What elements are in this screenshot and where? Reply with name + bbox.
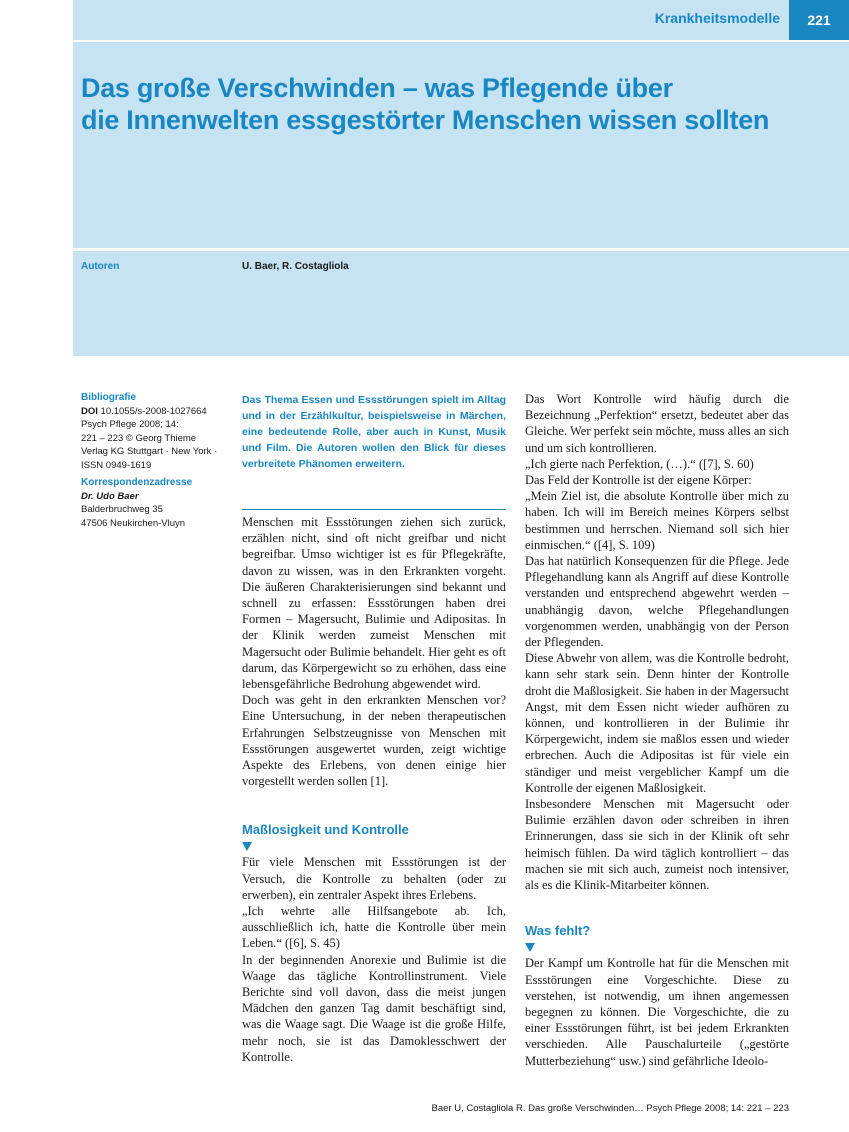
paragraph: Das Feld der Kontrolle ist der eigene Körper: (525, 473, 752, 488)
doi-value: 10.1055/s-2008-1027664 (100, 405, 207, 417)
bibliography-sidebar (81, 391, 231, 530)
paragraph: Das hat natürlich Konsequenzen für die Pflege. Jede Pflegehandlung kann als Angriff auf diese Kontrolle verstanden und entsprechend abgewehrt werden – unabhängig davon, welche Pflegehandlungen vorgenommen werden, unabhängig von der Person der Pflegenden. (525, 554, 789, 650)
header-band (73, 0, 849, 40)
paragraph: Der Kampf um Kontrolle hat für die Menschen mit Essstörungen eine Vorgeschichte. Diese zu verstehen, ist notwendig, um ihnen angemessen begegnen zu können. Die Vorgeschichte, die zu einer Essstörungen führt, ist bei jedem Erkrankten verschieden. Alle Pauschalurteile („gestörte Mutterbeziehung“ usw.) sind gefährliche Ideolo- (525, 956, 789, 1068)
quote-paragraph: „Ich wehrte alle Hilfsangebote ab. Ich, ausschließlich ich, hatte die Kontrolle über mein Leben.“ ([6], S. 45) (242, 904, 506, 951)
paragraph: Diese Abwehr von allem, was die Kontrolle bedroht, kann sehr stark sein. Denn hinter der Kontrolle droht die Maßlosigkeit. Sie haben in der Magersucht Angst, mit dem Essen nicht wieder aufhören zu können, und kontrollieren in der Bulimie ihr Körpergewicht, indem sie maßlos essen und wieder erbrechen. Auch die Adipositas ist für viele ein ständiger und meist vergeblicher Kampf um die Kontrolle der eigenen Maßlosigkeit. (525, 651, 789, 795)
paragraph: In der beginnenden Anorexie und Bulimie ist die Waage das tägliche Kontrollinstrument. Viele Berichte sind voll davon, dass die meist jungen Mädchen den ganzen Tag damit beschäftigt sind, was die Waage sagt. Die Waage ist die große Hilfe, mehr noch, sie ist das Damoklesschwert der Kontrolle. (242, 952, 506, 1064)
correspondence-city: 47506 Neukirchen-Vluyn (81, 517, 186, 529)
bibliography-heading: Bibliografie (81, 392, 137, 403)
doi-line (81, 405, 231, 419)
author-band (73, 251, 849, 356)
citation-line: 221 – 223 © Georg Thieme (81, 432, 197, 444)
author-names: U. Baer, R. Costagliola (242, 261, 349, 272)
section-heading-masslosigkeit: Maßlosigkeit und Kontrolle (242, 822, 409, 838)
triangle-down-icon (525, 943, 535, 952)
doi-label: DOI (81, 405, 98, 417)
title-line-1: Das große Verschwinden – was Pflegende über (81, 73, 673, 103)
article-title (81, 72, 841, 136)
issn-line: ISSN 0949-1619 (81, 459, 152, 471)
paragraph: Insbesondere Menschen mit Magersucht oder Bulimie erzählen davon oder schreiben in ihren Erinnerungen, dass sie sich in der Klinik oft sehr heimisch fühlen. Da wird täglich kontrolliert – das machen sie mit sich auch, zumeist noch intensiver, als es die Klinik-Mitarbeiter können. (525, 797, 789, 893)
page-footer-citation: Baer U, Costagliola R. Das große Verschwinden… Psych Pflege 2008; 14: 221 – 223 (431, 1103, 789, 1114)
page-number: 221 (789, 0, 849, 40)
quote-paragraph: „Ich gierte nach Perfektion, (…).“ ([7], S. 60) (525, 456, 754, 471)
correspondence-name: Dr. Udo Baer (81, 490, 139, 502)
text-column-1 (242, 392, 506, 1065)
paragraph: Menschen mit Essstörungen ziehen sich zurück, erzählen nicht, sind oft nicht greifbar und nicht begreifbar. Umso wichtiger ist es für Pflegekräfte, davon zu wissen, was in den Erkrankten vorgeht. Die äußeren Charakterisierungen sind bekannt und schnell zu erfassen: Essstörungen haben drei Formen – Magersucht, Bulimie und Adipositas. In der Klinik werden zumeist Menschen mit Magersucht oder Bulimie behandelt. Hier geht es oft darum, das Körpergewicht so zu erhöhen, dass eine lebensgefährliche Bedrohung abgewendet wird. (242, 515, 506, 692)
citation-line: Psych Pflege 2008; 14: (81, 419, 179, 430)
text-column-2 (525, 391, 789, 1069)
correspondence-heading: Korrespondenzadresse (81, 477, 193, 488)
paragraph: Das Wort Kontrolle wird häufig durch die Bezeichnung „Perfektion“ ersetzt, bedeutet aber das Gleiche. Wer perfekt sein möchte, muss alles an sich und um sich kontrollieren. (525, 392, 789, 455)
quote-paragraph: „Mein Ziel ist, die absolute Kontrolle über mich zu haben. Ich will im Bereich meines Körpers selbst bestimmen und herrschen. Niemand soll sich hier einmischen.“ ([4], S. 109) (525, 489, 789, 552)
citation-line: Verlag KG Stuttgart · New York · (81, 446, 218, 457)
title-line-2: die Innenwelten essgestörter Menschen wissen sollten (81, 105, 770, 135)
section-heading-was-fehlt: Was fehlt? (525, 923, 591, 939)
correspondence-street: Balderbruchweg 35 (81, 504, 163, 515)
triangle-down-icon (242, 842, 252, 851)
paragraph: Doch was geht in den erkrankten Menschen vor? Eine Untersuchung, in der neben therapeutischen Erfahrungen Selbstzeugnisse von Menschen mit Essstörungen ausgewertet wurden, zeigt wichtige Aspekte des Erlebens, von denen einige hier vorgestellt werden sollen [1]. (242, 693, 506, 789)
authors-label: Autoren (81, 261, 120, 272)
paragraph: Für viele Menschen mit Essstörungen ist der Versuch, die Kontrolle zu behalten (oder zu erwerben), ein zentraler Aspekt ihres Erlebens. (242, 855, 506, 902)
running-section-title: Krankheitsmodelle (654, 10, 780, 26)
title-band (73, 42, 849, 248)
abstract: Das Thema Essen und Essstörungen spielt im Alltag und in der Erzählkultur, beispielsweise in Märchen, eine bedeutende Rolle, aber auch in Kunst, Musik und Film. Die Autoren wollen den Blick für dieses verbreitete Phänomen erweitern. (242, 394, 506, 470)
abstract-divider (242, 509, 506, 510)
